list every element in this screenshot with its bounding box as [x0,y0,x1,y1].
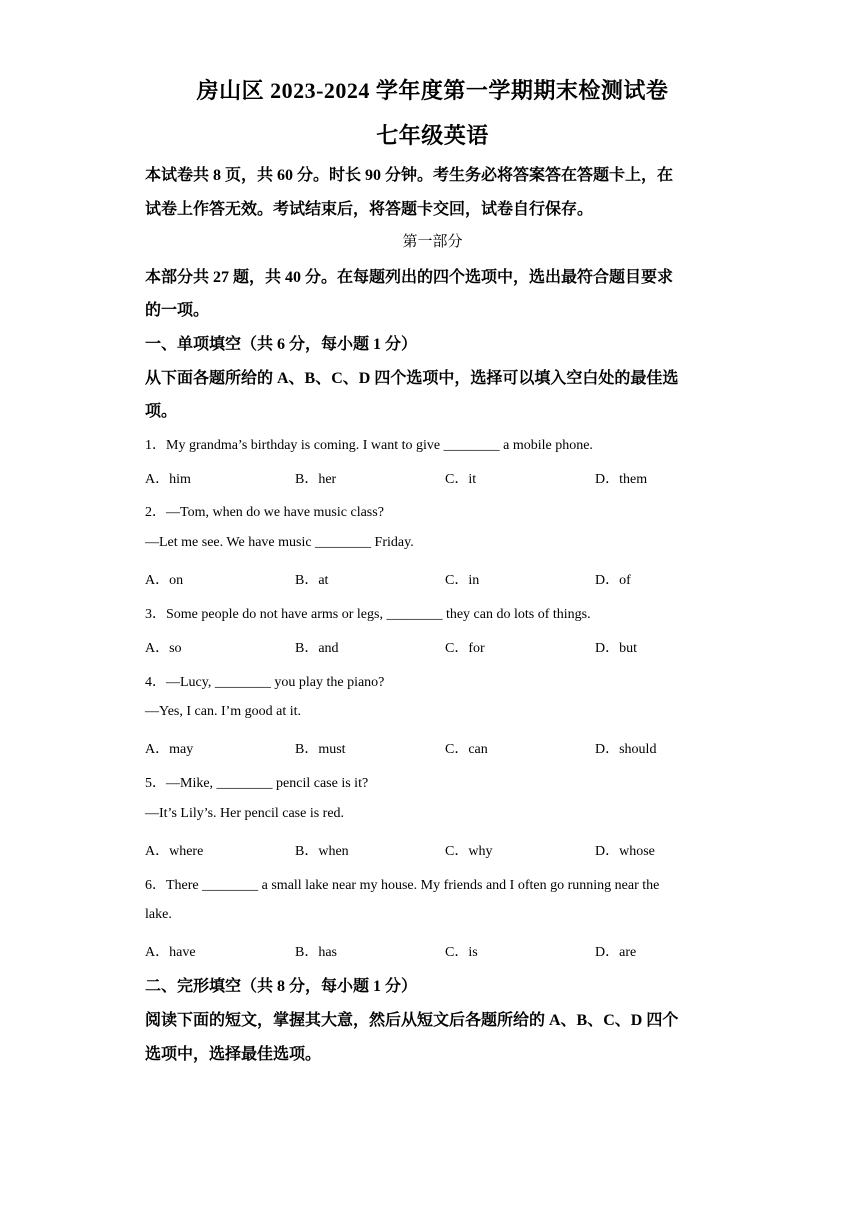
question-1-options [145,468,720,488]
section-heading: 一、单项填空（共 6 分，每小题 1 分） [145,336,418,353]
question-1-stem: 1．My grandma’s birthday is coming. I want to give ________ a mobile phone. [145,438,593,453]
part-heading: 第一部分 [402,234,463,250]
option-d: D．should [595,742,657,757]
option-d: D．whose [595,844,655,859]
section-2-heading: 二、完形填空（共 8 分，每小题 1 分） [145,978,418,995]
part-desc-1: 本部分共 27 题，共 40 分。在每题列出的四个选项中，选出最符合题目要求 [145,269,674,286]
option-b: B．and [295,641,339,656]
option-a: A．on [145,573,184,588]
section-2-instruction-1: 阅读下面的短文，掌握其大意，然后从短文后各题所给的 A、B、C、D 四个 [145,1012,679,1029]
option-d: D．them [595,472,648,487]
part-desc-2: 的一项。 [145,302,210,319]
question-2-stem: 2．—Tom, when do we have music class? [145,505,384,520]
question-6-options [145,941,720,961]
question-4-stem: 4．—Lucy, ________ you play the piano? [145,675,385,690]
question-6-stem-cont: lake. [145,907,172,922]
section-2-instruction-2: 选项中，选择最佳选项。 [145,1046,322,1063]
section-instruction-1: 从下面各题所给的 A、B、C、D 四个选项中，选择可以填入空白处的最佳选 [145,370,679,387]
question-2-stem-cont: —Let me see. We have music ________ Friday. [145,535,414,550]
intro-line-1: 本试卷共 8 页，共 60 分。时长 90 分钟。考生务必将答案答在答题卡上，在 [145,167,674,184]
section-instruction-2: 项。 [145,403,178,420]
exam-subtitle: 七年级英语 [376,123,489,148]
intro-line-2: 试卷上作答无效。考试结束后，将答题卡交回，试卷自行保存。 [145,201,594,218]
question-6-stem: 6．There ________ a small lake near my house. My friends and I often go running near the [145,878,660,893]
option-b: B．at [295,573,329,588]
option-b: B．must [295,742,346,757]
question-2-options [145,569,720,589]
option-b: B．her [295,472,337,487]
option-b: B．when [295,844,349,859]
question-3-options [145,637,720,657]
option-a: A．him [145,472,191,487]
question-3-stem: 3．Some people do not have arms or legs, ________ they can do lots of things. [145,607,591,622]
option-c: C．is [445,945,478,960]
option-c: C．for [445,641,485,656]
option-a: A．may [145,742,194,757]
option-c: C．it [445,472,477,487]
question-5-options [145,840,720,860]
option-a: A．so [145,641,182,656]
option-d: D．of [595,573,631,588]
option-a: A．have [145,945,196,960]
question-4-options [145,738,720,758]
option-c: C．why [445,844,493,859]
option-a: A．where [145,844,204,859]
option-b: B．has [295,945,337,960]
option-c: C．can [445,742,488,757]
question-5-stem: 5．—Mike, ________ pencil case is it? [145,776,369,791]
option-d: D．but [595,641,637,656]
question-5-stem-cont: —It’s Lily’s. Her pencil case is red. [145,806,345,821]
option-d: D．are [595,945,637,960]
option-c: C．in [445,573,480,588]
question-4-stem-cont: —Yes, I can. I’m good at it. [145,704,302,719]
exam-title: 房山区 2023-2024 学年度第一学期期末检测试卷 [196,78,669,103]
